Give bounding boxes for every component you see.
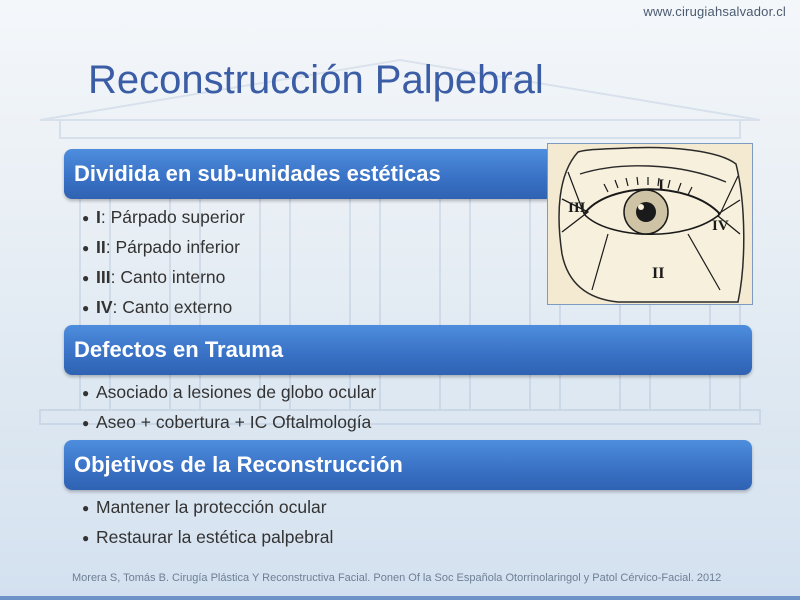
label-lower-lid: II [652, 265, 665, 282]
list-item-text: Asociado a lesiones de globo ocular [96, 382, 377, 402]
site-url: www.cirugiahsalvador.cl [643, 4, 786, 19]
list-item-text: Mantener la protección ocular [96, 497, 327, 517]
subunit-numeral: IV [96, 297, 113, 317]
bullet-icon: ● [82, 301, 90, 315]
eyelid-subunits-figure [547, 143, 753, 305]
subunit-label: : Párpado superior [100, 207, 245, 227]
list-item [82, 377, 376, 407]
label-inner-canthus: III [568, 200, 586, 216]
bullet-icon: ● [82, 531, 90, 545]
eye-illustration [548, 144, 752, 304]
bullet-icon: ● [82, 501, 90, 515]
subunits-list [82, 202, 245, 322]
bullet-icon: ● [82, 241, 90, 255]
list-item-text: Aseo + cobertura + IC Oftalmología [96, 412, 372, 432]
subunit-numeral: III [96, 267, 111, 287]
slide-title: Reconstrucción Palpebral [88, 58, 544, 102]
bullet-icon: ● [82, 416, 90, 430]
list-item-text: Restaurar la estética palpebral [96, 527, 334, 547]
list-item [82, 262, 245, 292]
subunit-label: : Canto interno [110, 267, 226, 287]
label-outer-canthus: IV [712, 218, 729, 234]
list-item [82, 492, 333, 522]
trauma-list [82, 377, 376, 437]
subunit-label: : Párpado inferior [105, 237, 240, 257]
section-header-trauma: Defectos en Trauma [64, 325, 752, 375]
list-item [82, 202, 245, 232]
section-header-subunits: Dividida en sub-unidades estéticas [64, 149, 554, 199]
pupil-highlight [638, 204, 644, 210]
subunit-numeral: II [96, 237, 106, 257]
subunit-numeral: I [96, 207, 101, 227]
bullet-icon: ● [82, 211, 90, 225]
bullet-icon: ● [82, 271, 90, 285]
subunit-label: : Canto externo [112, 297, 233, 317]
list-item [82, 232, 245, 262]
objectives-list [82, 492, 333, 552]
list-item [82, 522, 333, 552]
bottom-divider [0, 596, 800, 600]
label-upper-lid: I [658, 177, 665, 194]
bullet-icon: ● [82, 386, 90, 400]
section-header-objectives: Objetivos de la Reconstrucción [64, 440, 752, 490]
list-item [82, 407, 376, 437]
list-item [82, 292, 245, 322]
citation: Morera S, Tomás B. Cirugía Plástica Y Reconstructiva Facial. Ponen Of la Soc Española Otorrinolaringol y Patol Cérvico-Facial. 2012 [72, 572, 722, 584]
